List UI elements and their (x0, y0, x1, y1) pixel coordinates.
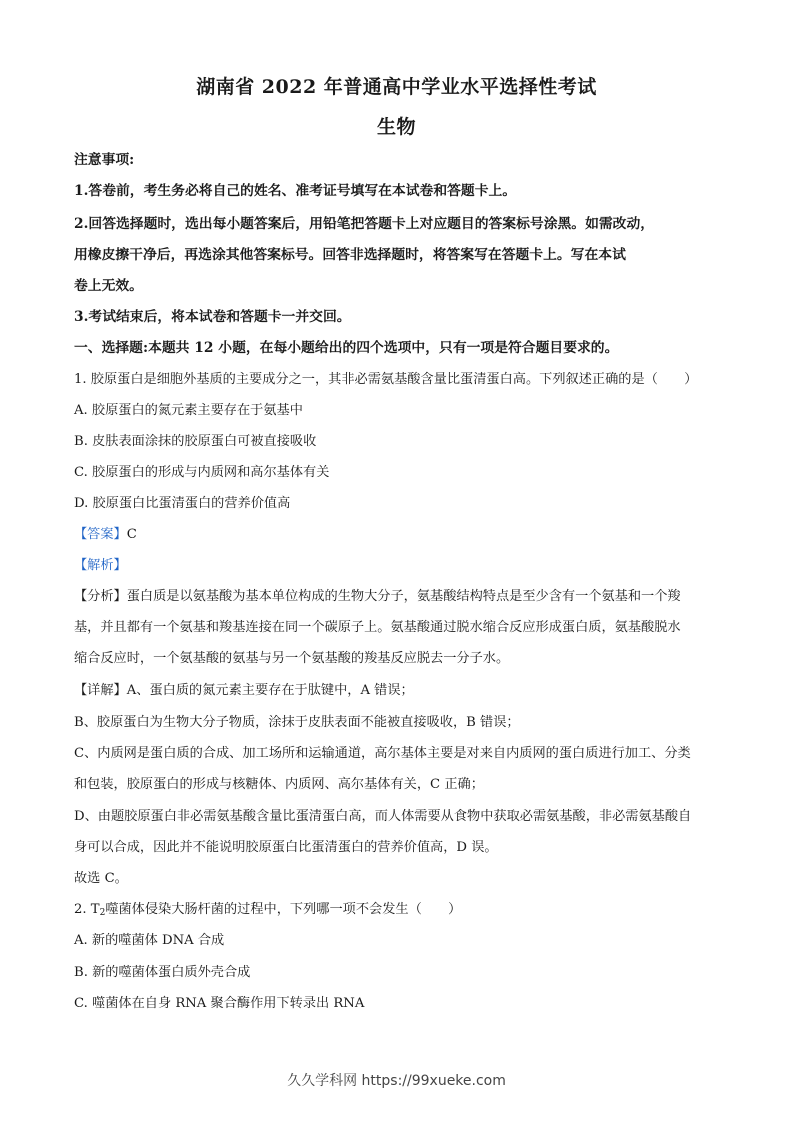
notice-item-2-line-1: 2.回答选择题时，选出每小题答案后，用铅笔把答题卡上对应题目的答案标号涂黑。如需改动， (74, 216, 655, 232)
fenxi-text-1: 蛋白质是以氨基酸为基本单位构成的生物大分子，氨基酸结构特点是至少含有一个氨基和一个羧 (126, 589, 681, 604)
q1-answer-line (74, 525, 722, 545)
section-1-heading: 一、选择题:本题共 12 小题，在每小题给出的四个选项中，只有一项是符合题目要求的。 (74, 340, 619, 356)
fenxi-tag: 【分析】 (74, 589, 127, 604)
q2-stem-prefix: 2. T (74, 902, 100, 917)
q1-option-a: A. 胶原蛋白的氮元素主要存在于氨基中 (74, 403, 303, 418)
q1-option-b: B. 皮肤表面涂抹的胶原蛋白可被直接吸收 (74, 434, 317, 449)
q1-fenxi-line-3: 缩合反应时，一个氨基酸的氨基与另一个氨基酸的羧基反应脱去一分子水。 (74, 651, 510, 666)
xiangjie-a: A、蛋白质的氮元素主要存在于肽键中，A 错误； (126, 683, 414, 698)
q1-xiangjie-line-c1: C、内质网是蛋白质的合成、加工场所和运输通道，高尔基体主要是对来自内质网的蛋白质进行加工、分类 (74, 746, 691, 761)
q1-stem: 1. 胶原蛋白是细胞外基质的主要成分之一，其非必需氨基酸含量比蛋清蛋白高。下列叙述正确的是（ ） (74, 372, 698, 387)
xiangjie-tag: 【详解】 (74, 683, 127, 698)
q1-xiangjie-line-b: B、胶原蛋白为生物大分子物质，涂抹于皮肤表面不能被直接吸收，B 错误； (74, 715, 520, 730)
answer-tag: 【答案】 (74, 527, 127, 542)
q2-option-b: B. 新的噬菌体蛋白质外壳合成 (74, 965, 251, 980)
notice-item-1: 1.答卷前，考生务必将自己的姓名、准考证号填写在本试卷和答题卡上。 (74, 183, 517, 199)
q1-option-d: D. 胶原蛋白比蛋清蛋白的营养价值高 (74, 496, 291, 511)
q2-stem-subscript: 2 (99, 908, 106, 918)
q1-analysis-line (74, 556, 722, 576)
exam-title: 湖南省 2022 年普通高中学业水平选择性考试 (196, 76, 597, 98)
answer-value: C (126, 527, 137, 542)
q2-option-c: C. 噬菌体在自身 RNA 聚合酶作用下转录出 RNA (74, 996, 365, 1011)
subject-title: 生物 (376, 116, 416, 138)
q2-stem-rest: 噬菌体侵染大肠杆菌的过程中，下列哪一项不会发生（ ） (105, 902, 462, 917)
q1-conclusion: 故选 C。 (74, 871, 128, 886)
notice-item-3: 3.考试结束后，将本试卷和答题卡一并交回。 (74, 309, 351, 325)
q2-stem (74, 900, 722, 923)
q1-option-c: C. 胶原蛋白的形成与内质网和高尔基体有关 (74, 465, 330, 480)
q1-xiangjie-line-d1: D、由题胶原蛋白非必需氨基酸含量比蛋清蛋白高，而人体需要从食物中获取必需氨基酸，非必需氨基酸自 (74, 809, 692, 824)
notice-item-2-line-2: 用橡皮擦干净后，再选涂其他答案标号。回答非选择题时，将答案写在答题卡上。写在本试 (74, 247, 626, 263)
notice-item-2-line-3: 卷上无效。 (74, 278, 143, 294)
q1-fenxi-line-2: 基，并且都有一个氨基和羧基连接在同一个碳原子上。氨基酸通过脱水缩合反应形成蛋白质，氨基酸脱水 (74, 620, 681, 635)
q1-xiangjie-line-c2: 和包装，胶原蛋白的形成与核糖体、内质网、高尔基体有关，C 正确； (74, 777, 484, 792)
analysis-tag: 【解析】 (74, 558, 127, 573)
notice-heading: 注意事项: (74, 152, 135, 168)
q1-fenxi-line-1 (74, 587, 722, 607)
q2-option-a: A. 新的噬菌体 DNA 合成 (74, 933, 225, 948)
q1-xiangjie-line-a (74, 681, 722, 701)
footer-watermark: 久久学科网 https://99xueke.com (287, 1073, 506, 1089)
q1-xiangjie-line-d2: 身可以合成，因此并不能说明胶原蛋白比蛋清蛋白的营养价值高，D 误。 (74, 840, 498, 855)
